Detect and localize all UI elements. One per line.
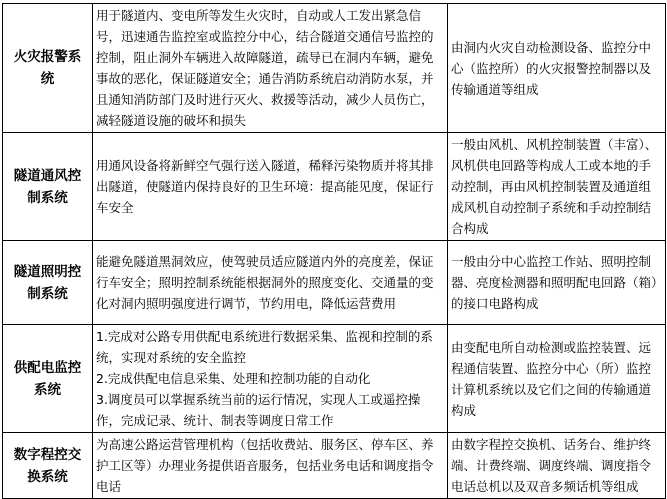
system-function-cell: 为高速公路运营管理机构（包括收费站、服务区、停车区、养护工区等）办理业务提供语音服务，包括业务电话和调度指令电话 xyxy=(93,433,448,499)
system-function-cell: 1.完成对公路专用供配电系统进行数据采集、监视和控制的系统，实现对系统的安全监控 2.完成供配电信息采集、处理和控制功能的自动化 3.调度员可以掌握系统当前的运行情况，实现人工或遥控操作，完成记录、统计、制表等调度日常工作 xyxy=(93,325,448,433)
system-function-cell: 能避免隧道黑洞效应，使驾驶员适应隧道内外的亮度差，保证行车安全；照明控制系统能根据洞外的照度变化、交通量的变化对洞内照明强度进行调节，节约用电，降低运营费用 xyxy=(93,241,448,325)
table-row xyxy=(3,433,666,499)
system-composition-cell: 由变配电所自动检测或监控装置、远程通信装置、监控分中心（所）监控计算机系统以及它们之间的传输通道构成 xyxy=(448,325,666,433)
system-composition-cell: 由数字程控交换机、话务台、维护终端、计费终端、调度终端、调度指令电话总机以及双音多频话机等组成 xyxy=(448,433,666,499)
system-composition-cell: 一般由分中心监控工作站、照明控制器、亮度检测器和照明配电回路（箱）的接口电路构成 xyxy=(448,241,666,325)
table-row xyxy=(3,325,666,433)
system-function-cell: 用通风设备将新鲜空气强行送入隧道，稀释污染物质并将其排出隧道，使隧道内保持良好的卫生环境：提高能见度，保证行车安全 xyxy=(93,133,448,241)
system-name-cell: 隧道通风控制系统 xyxy=(3,133,93,241)
systems-table xyxy=(2,3,666,499)
system-name-cell: 供配电监控系统 xyxy=(3,325,93,433)
system-function-cell: 用于隧道内、变电所等发生火灾时，自动或人工发出紧急信号，迅速通告监控室或监控分中心，结合隧道交通信号监控的控制，阻止洞外车辆进入故障隧道，疏导已在洞内车辆，避免事故的恶化，保证隧道安全；通告消防系统启动消防水泵，并且通知消防部门及时进行灭火、救援等活动，减少人员伤亡，减轻隧道设施的破坏和损失 xyxy=(93,4,448,133)
system-name-cell: 火灾报警系统 xyxy=(3,4,93,133)
system-name-cell: 数字程控交换系统 xyxy=(3,433,93,499)
table-row xyxy=(3,4,666,133)
system-composition-cell: 由洞内火灾自动检测设备、监控分中心（监控所）的火灾报警控制器以及传输通道等组成 xyxy=(448,4,666,133)
table-row xyxy=(3,133,666,241)
system-composition-cell: 一般由风机、风机控制装置（丰富）、风机供电回路等构成人工或本地的手动控制，再由风机控制装置及通道组成风机自动控制子系统和手动控制结合构成 xyxy=(448,133,666,241)
system-name-cell: 隧道照明控制系统 xyxy=(3,241,93,325)
table-row xyxy=(3,241,666,325)
